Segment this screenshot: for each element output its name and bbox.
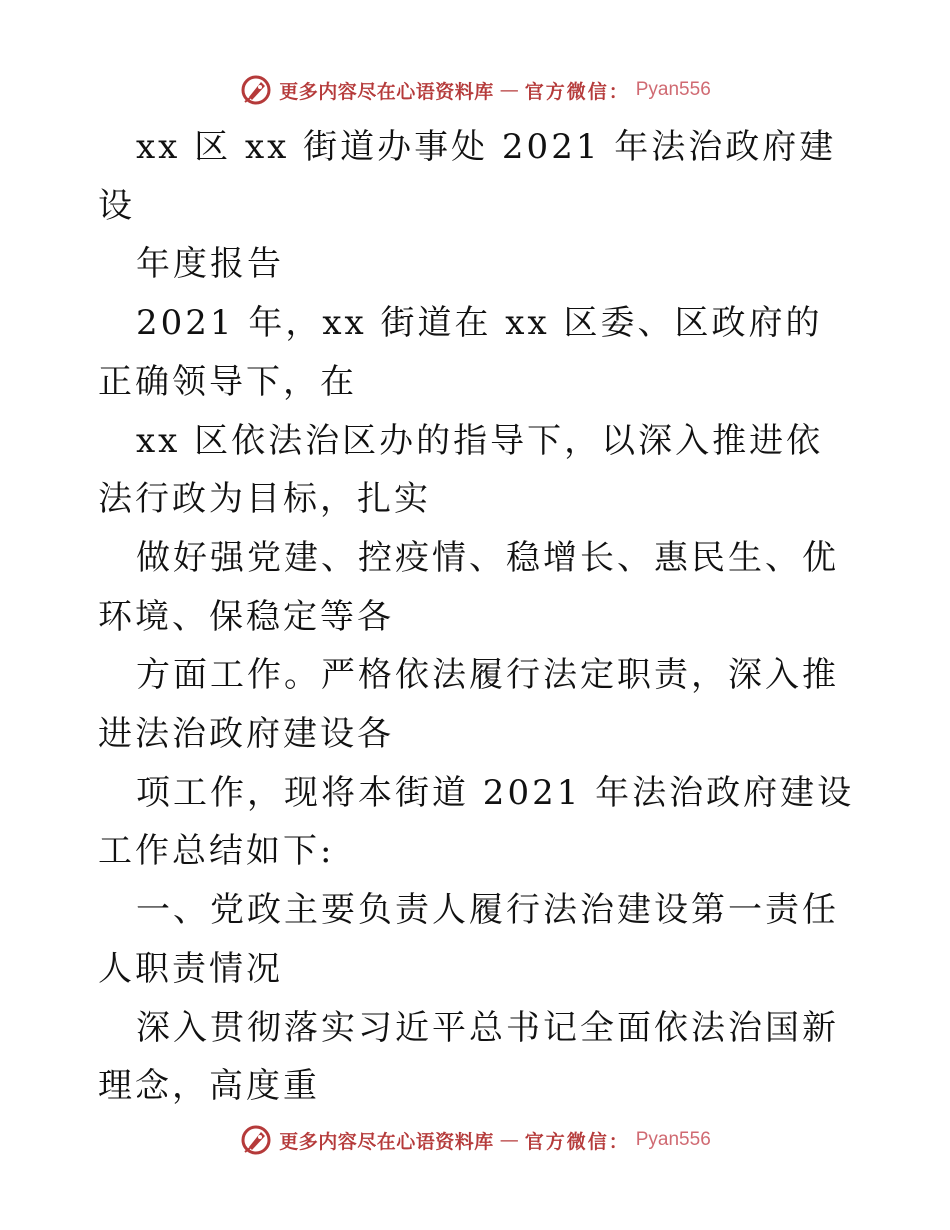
watermark-official-label: 官方微信： [524,80,630,103]
watermark-brand-text: 更多内容尽在心语资料库 [279,1130,494,1153]
section-heading: 一、党政主要负责人履行法治建设第一责任人职责情况 [98,890,839,989]
pen-nib-logo-icon [239,73,273,107]
watermark-dash: — [499,79,519,101]
watermark-wechat-id: Pyan556 [635,1129,711,1150]
document-title-line-2: 年度报告 [136,244,284,285]
paragraph: 深入贯彻落实习近平总书记全面依法治国新理念，高度重 [98,1007,839,1107]
footer-watermark [0,1122,950,1158]
watermark-dash: — [499,1129,519,1151]
document-body [98,118,858,1116]
paragraph: 项工作，现将本街道 2021 年法治政府建设工作总结如下: [98,772,855,872]
paragraph: 做好强党建、控疫情、稳增长、惠民生、优环境、保稳定等各 [98,537,839,637]
watermark-brand-text: 更多内容尽在心语资料库 [279,80,494,103]
header-watermark [0,72,950,108]
pen-nib-logo-icon [239,1123,273,1157]
watermark-wechat-id: Pyan556 [635,79,711,100]
paragraph: xx 区依法治区办的指导下，以深入推进依法行政为目标，扎实 [98,420,824,520]
paragraph: 2021 年，xx 街道在 xx 区委、区政府的正确领导下，在 [98,303,823,402]
document-title-line-1: xx 区 xx 街道办事处 2021 年法治政府建设 [98,127,837,226]
watermark-official-label: 官方微信： [524,1130,630,1153]
paragraph: 方面工作。严格依法履行法定职责，深入推进法治政府建设各 [98,655,839,755]
